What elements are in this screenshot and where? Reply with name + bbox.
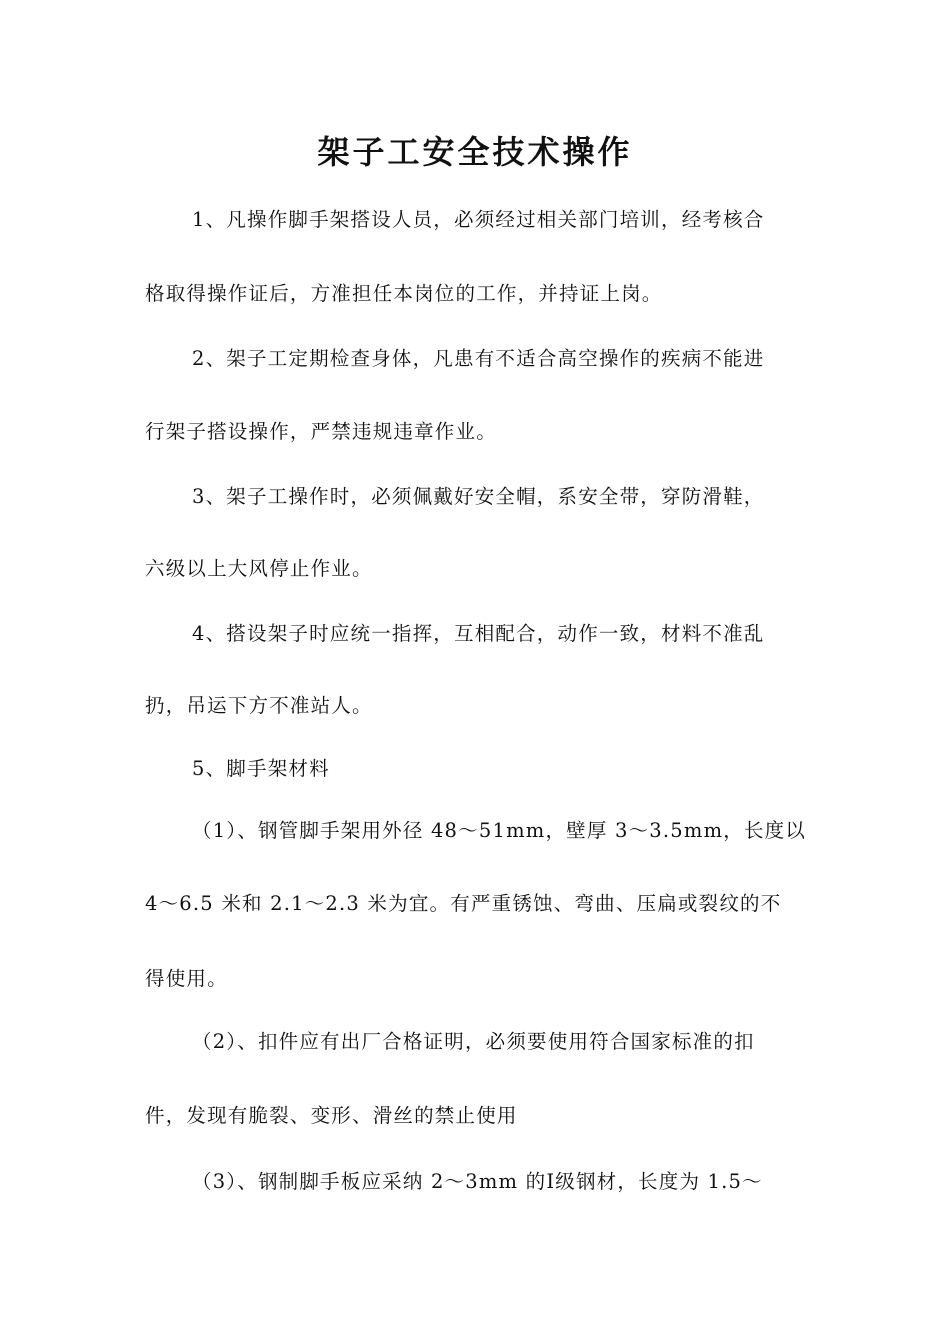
paragraph-line: 5、脚手架材料 (192, 757, 330, 780)
paragraph-line: 扔，吊运下方不准站人。 (145, 694, 373, 717)
paragraph-line: 4、搭设架子时应统一指挥，互相配合，动作一致，材料不准乱 (192, 622, 765, 645)
paragraph-line: 行架子搭设操作，严禁违规违章作业。 (145, 420, 497, 443)
paragraph-line: 2、架子工定期检查身体，凡患有不适合高空操作的疾病不能进 (192, 347, 765, 370)
paragraph-line: 件，发现有脆裂、变形、滑丝的禁止使用 (145, 1104, 518, 1127)
paragraph-line: （3）、钢制脚手板应采纳 2～3mm 的Ⅰ级钢材，长度为 1.5～ (192, 1170, 763, 1193)
paragraph-line: 得使用。 (145, 967, 228, 990)
document-title: 架子工安全技术操作 (317, 133, 633, 171)
paragraph-line: （2）、扣件应有出厂合格证明，必须要使用符合国家标准的扣 (192, 1030, 755, 1053)
paragraph-line: 3、架子工操作时，必须佩戴好安全帽，系安全带，穿防滑鞋， (192, 485, 765, 508)
paragraph-line: 4～6.5 米和 2.1～2.3 米为宜。有严重锈蚀、弯曲、压扁或裂纹的不 (145, 892, 782, 915)
paragraph-line: 格取得操作证后，方准担任本岗位的工作，并持证上岗。 (145, 282, 663, 305)
paragraph-line: 1、凡操作脚手架搭设人员，必须经过相关部门培训，经考核合 (192, 208, 765, 231)
paragraph-line: 六级以上大风停止作业。 (145, 557, 373, 580)
paragraph-line: （1）、钢管脚手架用外径 48～51mm，壁厚 3～3.5mm，长度以 (192, 819, 807, 842)
